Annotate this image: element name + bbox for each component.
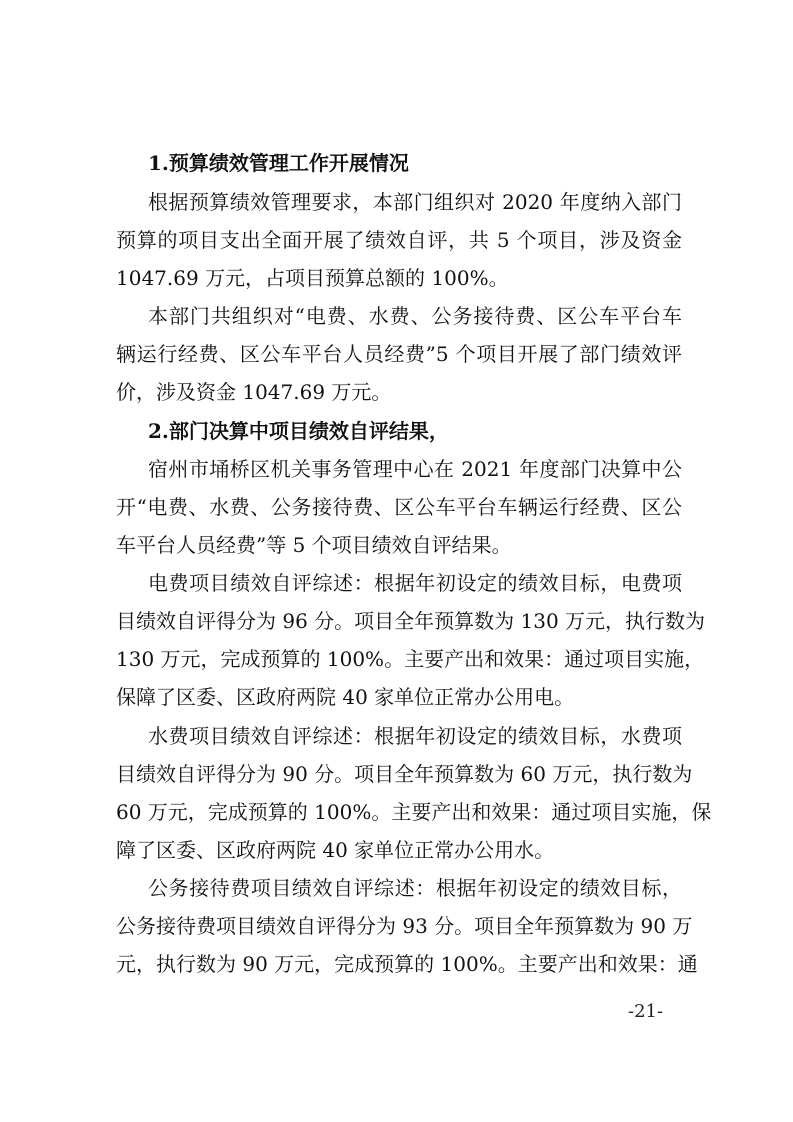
paragraph-line: 预算的项目支出全面开展了绩效自评，共 5 个项目，涉及资金	[116, 228, 682, 252]
paragraph-line: 电费项目绩效自评综述：根据年初设定的绩效目标，电费项	[148, 571, 682, 595]
paragraph-line: 宿州市埇桥区机关事务管理中心在 2021 年度部门决算中公	[148, 457, 682, 481]
paragraph-line: 开“电费、水费、公务接待费、区公车平台车辆运行经费、区公	[116, 495, 682, 519]
paragraph-line: 130 万元，完成预算的 100%。主要产出和效果：通过项目实施，	[116, 647, 705, 671]
paragraph-line: 保障了区委、区政府两院 40 家单位正常办公用电。	[116, 685, 575, 709]
paragraph-line: 公务接待费项目绩效自评得分为 93 分。项目全年预算数为 90 万	[116, 914, 693, 938]
paragraph-line: 车平台人员经费”等 5 个项目绩效自评结果。	[116, 533, 512, 557]
section-heading: 1.预算绩效管理工作开展情况	[148, 151, 409, 175]
paragraph-line: 根据预算绩效管理要求，本部门组织对 2020 年度纳入部门	[148, 190, 682, 214]
paragraph-line: 辆运行经费、区公车平台人员经费”5 个项目开展了部门绩效评	[116, 342, 682, 366]
paragraph-line: 1047.69 万元，占项目预算总额的 100%。	[116, 266, 509, 290]
paragraph-line: 元，执行数为 90 万元，完成预算的 100%。主要产出和效果：通	[116, 952, 698, 976]
paragraph-line: 公务接待费项目绩效自评综述：根据年初设定的绩效目标，	[148, 876, 682, 900]
paragraph-line: 价，涉及资金 1047.69 万元。	[116, 380, 392, 404]
paragraph-line: 60 万元，完成预算的 100%。主要产出和效果：通过项目实施，保	[116, 800, 712, 824]
section-heading: 2.部门决算中项目绩效自评结果，	[148, 419, 449, 443]
paragraph-line: 水费项目绩效自评综述：根据年初设定的绩效目标，水费项	[148, 724, 682, 748]
paragraph-line: 目绩效自评得分为 96 分。项目全年预算数为 130 万元，执行数为	[116, 609, 706, 633]
paragraph-line: 目绩效自评得分为 90 分。项目全年预算数为 60 万元，执行数为	[116, 762, 693, 786]
page-number: -21-	[628, 1001, 664, 1022]
paragraph-line: 本部门共组织对“电费、水费、公务接待费、区公车平台车	[148, 304, 682, 328]
paragraph-line: 障了区委、区政府两院 40 家单位正常办公用水。	[116, 838, 555, 862]
